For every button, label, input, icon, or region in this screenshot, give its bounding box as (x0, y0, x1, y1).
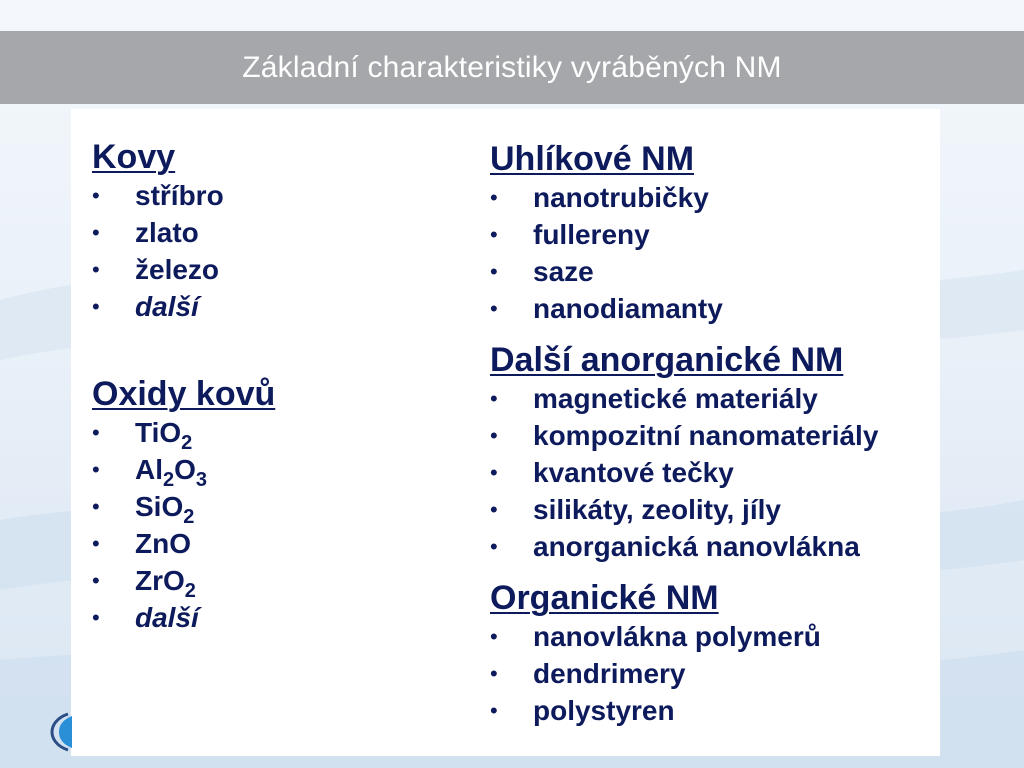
bullet-icon: • (92, 220, 100, 245)
bullet-icon: • (92, 420, 100, 445)
item-label: kompozitní nanomateriály (533, 420, 879, 451)
bullet-icon: • (92, 183, 100, 208)
item-label: další (135, 602, 199, 633)
list-item (92, 251, 275, 288)
list-anorganicke (490, 380, 878, 565)
bullet-icon: • (92, 457, 100, 482)
bullet-icon: • (490, 296, 498, 321)
bullet-icon: • (490, 534, 498, 559)
bullet-icon: • (490, 222, 498, 247)
heading-kovy: Kovy (92, 138, 176, 176)
section-uhlikove (490, 139, 878, 327)
list-item (490, 417, 878, 454)
section-organicke (490, 578, 878, 729)
list-kovy (92, 177, 275, 325)
list-item (490, 491, 878, 528)
bullet-icon: • (92, 568, 100, 593)
section-anorganicke (490, 340, 878, 565)
list-item (92, 288, 275, 325)
item-label: nanotrubičky (533, 182, 709, 213)
bullet-icon: • (490, 497, 498, 522)
title-bar (0, 31, 1024, 104)
item-label: nanovlákna polymerů (533, 621, 821, 652)
formula-subscript: 2 (181, 432, 193, 454)
formula-base: Al (135, 454, 163, 485)
list-item (490, 692, 878, 729)
bullet-icon: • (490, 386, 498, 411)
list-item (490, 454, 878, 491)
list-item (490, 618, 878, 655)
bullet-icon: • (92, 257, 100, 282)
list-oxidy (92, 414, 275, 636)
list-organicke (490, 618, 878, 729)
bullet-icon: • (92, 294, 100, 319)
list-item (92, 414, 275, 454)
slide-title: Základní charakteristiky vyráběných NM (242, 50, 782, 84)
bullet-icon: • (490, 259, 498, 284)
heading-anorganicke: Další anorganické NM (490, 341, 844, 379)
item-label: stříbro (135, 180, 224, 211)
bullet-icon: • (490, 661, 498, 686)
list-item (490, 290, 878, 327)
list-item (92, 451, 275, 491)
list-item (92, 562, 275, 602)
formula-base: ZnO (135, 528, 191, 559)
list-item (92, 488, 275, 528)
item-label: fullereny (533, 219, 650, 250)
bullet-icon: • (490, 460, 498, 485)
list-item (490, 216, 878, 253)
formula-base: ZrO (135, 565, 185, 596)
list-item (490, 380, 878, 417)
formula-base: TiO (135, 417, 182, 448)
item-label: nanodiamanty (533, 293, 723, 324)
formula-subscript: 3 (195, 469, 208, 491)
item-label: dendrimery (533, 658, 686, 689)
item-label: další (135, 291, 199, 322)
bullet-icon: • (490, 698, 498, 723)
list-item (490, 655, 878, 692)
bullet-icon: • (490, 423, 498, 448)
heading-oxidy: Oxidy kovů (92, 375, 276, 413)
formula-subscript: 2 (183, 506, 195, 528)
list-item (92, 525, 275, 562)
item-label: železo (135, 254, 220, 285)
logo-icon (48, 712, 72, 752)
right-column (490, 139, 878, 729)
item-label: magnetické materiály (533, 383, 818, 414)
list-item (92, 214, 275, 251)
item-label: polystyren (533, 695, 675, 726)
bullet-icon: • (92, 494, 100, 519)
heading-organicke: Organické NM (490, 579, 719, 617)
formula-subscript: 2 (163, 469, 175, 491)
item-label: silikáty, zeolity, jíly (533, 494, 781, 525)
formula-subscript: 2 (184, 580, 196, 602)
formula-base: SiO (135, 491, 184, 522)
list-item (490, 253, 878, 290)
list-uhlikove (490, 179, 878, 327)
item-label: anorganická nanovlákna (533, 531, 860, 562)
list-item (490, 179, 878, 216)
bullet-icon: • (490, 185, 498, 210)
bullet-icon: • (490, 624, 498, 649)
item-label: kvantové tečky (533, 457, 734, 488)
section-oxidy (92, 374, 275, 636)
bullet-icon: • (92, 605, 100, 630)
bullet-icon: • (92, 531, 100, 556)
list-item (490, 528, 878, 565)
section-kovy (92, 137, 275, 325)
heading-uhlikove: Uhlíkové NM (490, 140, 695, 178)
item-label: zlato (135, 217, 199, 248)
left-column (92, 137, 275, 636)
item-label: saze (533, 256, 594, 287)
list-item (92, 177, 275, 214)
list-item (92, 599, 275, 636)
formula-base: O (174, 454, 196, 485)
